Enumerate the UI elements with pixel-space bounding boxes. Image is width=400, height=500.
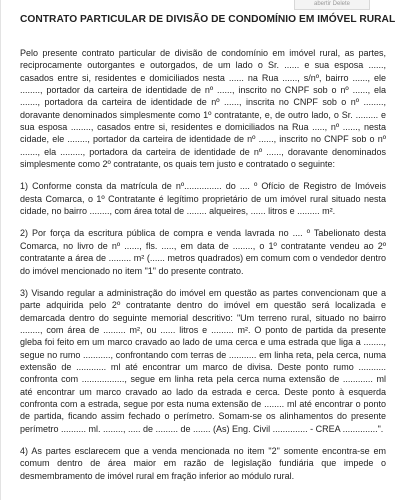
paragraph-clause-4: 4) As partes esclarecem que a venda mencionada no item "2" somente encontra-se em comum dentro de área maior em razão de legislação fundiária que impede o desmembramento de imóvel rural em fração inferior ao módulo rural.: [20, 445, 386, 481]
paragraph-clause-3: 3) Visando regular a administração do imóvel em questão as partes convencionam que a parte adquirida pelo 2º contratante dentro do imóvel em questão será localizada e demarcada dentro do seguinte memorial descritivo: "Um terreno rural, situado no bairro ........, com área de ......... m², ou ...... litros e ......... m². O ponto de partida da presente gleba foi feito em um marco cravado ao lado de uma cerca e uma estrada que liga a ........, segue no rumo ..........., confrontando com terras de ........... em linha reta, pela cerca, numa extensão de ............ ml até encontrar um marco de divisa. Deste ponto rumo ........... confronta com ................., segue em linha reta pela cerca numa extensão de ............ ml até encontrar um marco cravado ao lado da estrada e cerca. Deste ponto à esquerda confronta com a estrada, segue por esta numa extensão de ........ ml até encontrar o ponto de partida, ficando assim fechado o perímetro. Somam-se os alinhamentos do presente perímetro .......... ml. ........, ..... de ......... de ....... (As) Eng. Civil .............. - CREA ..............".: [20, 287, 386, 434]
document-body: [20, 47, 386, 482]
document-title: CONTRATO PARTICULAR DE DIVISÃO DE CONDOMÍNIO EM IMÓVEL RURAL: [20, 14, 396, 25]
paragraph-clause-1: 1) Conforme consta da matrícula de nº............... do .... º Ofício de Registro de Imóveis desta Comarca, o 1º Contratante é legítimo proprietário de um imóvel rural situado nesta cidade, no bairro ........, com área total de ........ alqueires, ...... litros e ......... m².: [20, 181, 386, 217]
paragraph-clause-2: 2) Por força da escritura pública de compra e venda lavrada no .... º Tabelionato desta Comarca, no livro de nº ......, fls. ....., em data de ........, o 1º contratante vendeu ao 2º contratante a área de ......... m² (...... metros quadrados) em comum com o vendedor dentro do imóvel mencionado no item "1" do presente contrato.: [20, 228, 386, 276]
toolbar-fragment[interactable]: abertir Delete: [294, 0, 370, 10]
paragraph-preamble: Pelo presente contrato particular de divisão de condomínio em imóvel rural, as partes, reciprocamente outorgantes e outorgados, de um lado o Sr. ...... e sua esposa ......, casados entre si, residentes e domiciliados nesta ...... na Rua ......, s/nº, bairro ......, ele ........, portador da carteira de identidade de nº ......, inscrito no CNPF sob o nº ......, ela ......., portadora da carteira de identidade de nº ......, inscrita no CNPF sob o nº ........, doravante denominados simplesmente como 1º contratante, e, de outro lado, o Sr. ......... e sua esposa ........, casados entre si, residentes e domiciliados na Rua ....., nº ......, nesta cidade, ele ........, portador da carteira de identidade de nº ......, inscrito no CNPF sob o nº ......., ela ........., portadora da carteira de identidade de nº ......, doravante denominados simplesmente como 2º contratante, os quais tem justo e contratado o seguinte:: [20, 48, 386, 170]
